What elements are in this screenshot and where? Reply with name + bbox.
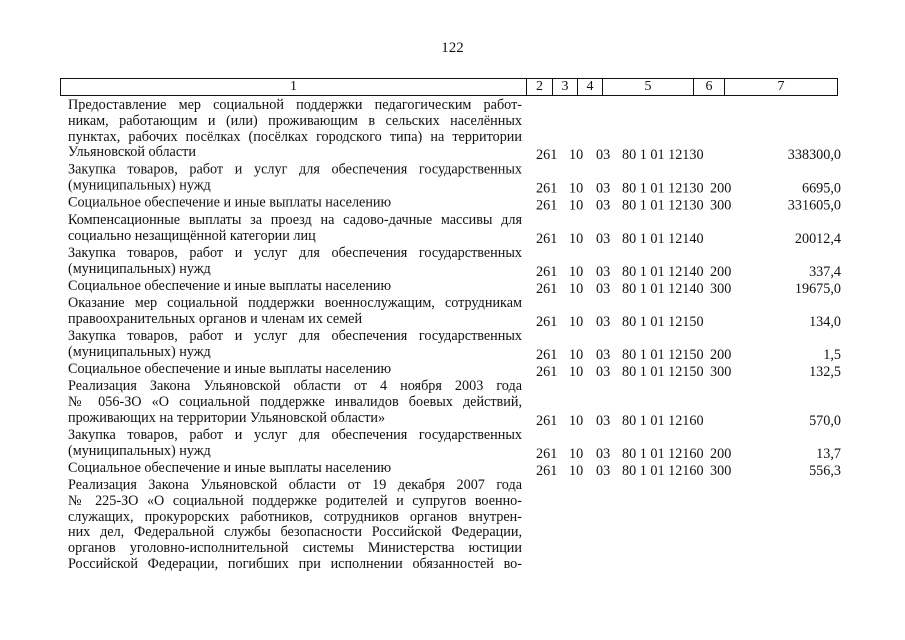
section-code: 10 <box>569 180 584 197</box>
subsection-code: 03 <box>596 180 611 197</box>
subsection-code: 03 <box>596 280 611 297</box>
admin-code: 261 <box>536 280 558 297</box>
subsection-code: 03 <box>596 147 611 164</box>
admin-code: 261 <box>536 313 558 330</box>
description-line: № 225-ЗО «О социальной поддержке родителей и супругов военно- <box>68 492 522 509</box>
page-number: 122 <box>441 40 464 56</box>
target-article-code: 80 1 01 12150 <box>622 313 704 330</box>
subsection-code: 03 <box>596 364 611 380</box>
header-col-2: 2 <box>527 79 553 96</box>
description-line: (муниципальных) нужд <box>68 442 211 459</box>
description-line: никам, работающим и (или) проживающим в сельских населённых <box>68 112 522 129</box>
row-description <box>68 329 522 361</box>
amount: 13,7 <box>816 445 841 462</box>
amount: 556,3 <box>809 463 841 479</box>
section-code: 10 <box>569 445 584 462</box>
description-line: Ульяновской области <box>68 144 196 161</box>
expense-type-code: 200 <box>710 346 732 363</box>
section-code: 10 <box>569 280 584 297</box>
description-line: № 056-ЗО «О социальной поддержке инвалидов боевых действий, <box>68 393 522 410</box>
expense-type-code: 200 <box>710 445 732 462</box>
row-description <box>68 478 522 573</box>
description-line: Закупка товаров, работ и услуг для обеспечения государственных <box>68 427 522 443</box>
description-line: Оказание мер социальной поддержки военнослужащим, сотрудникам <box>68 295 522 311</box>
target-article-code: 80 1 01 12140 <box>622 230 704 247</box>
target-article-code: 80 1 01 12130 <box>622 197 704 214</box>
subsection-code: 03 <box>596 263 611 280</box>
header-col-5: 5 <box>603 79 694 96</box>
target-article-code: 80 1 01 12160 <box>622 463 704 479</box>
amount: 134,0 <box>809 313 841 330</box>
target-article-code: 80 1 01 12150 <box>622 346 704 363</box>
subsection-code: 03 <box>596 197 611 214</box>
section-code: 10 <box>569 147 584 164</box>
amount: 132,5 <box>809 364 841 380</box>
section-code: 10 <box>569 364 584 380</box>
section-code: 10 <box>569 313 584 330</box>
description-line: Закупка товаров, работ и услуг для обеспечения государственных <box>68 161 522 178</box>
description-line: Социальное обеспечение и иные выплаты населению <box>68 361 392 377</box>
admin-code: 261 <box>536 364 558 380</box>
row-description <box>68 196 522 212</box>
description-line: Компенсационные выплаты за проезд на садово-дачные массивы для <box>68 211 522 228</box>
amount: 331605,0 <box>787 197 841 214</box>
admin-code: 261 <box>536 412 558 429</box>
description-line: Российской Федерации, погибших при исполнении обязанностей во- <box>68 556 522 573</box>
amount: 570,0 <box>809 412 841 429</box>
target-article-code: 80 1 01 12130 <box>622 147 704 164</box>
description-line: Социальное обеспечение и иные выплаты населению <box>68 194 392 211</box>
expense-type-code: 200 <box>710 180 732 197</box>
description-line: Социальное обеспечение и иные выплаты населению <box>68 277 392 294</box>
table-header <box>60 78 838 96</box>
description-line: служащих, прокурорских работников, сотрудников органов внутрен- <box>68 508 522 525</box>
target-article-code: 80 1 01 12140 <box>622 263 704 280</box>
subsection-code: 03 <box>596 230 611 247</box>
admin-code: 261 <box>536 445 558 462</box>
expense-type-code: 300 <box>710 280 732 297</box>
section-code: 10 <box>569 197 584 214</box>
expense-type-code: 300 <box>710 197 732 214</box>
target-article-code: 80 1 01 12130 <box>622 180 704 197</box>
header-col-6: 6 <box>694 79 725 96</box>
target-article-code: 80 1 01 12160 <box>622 412 704 429</box>
row-description <box>68 163 522 195</box>
row-description <box>68 98 522 161</box>
admin-code: 261 <box>536 463 558 479</box>
description-line: Закупка товаров, работ и услуг для обеспечения государственных <box>68 328 522 344</box>
subsection-code: 03 <box>596 412 611 429</box>
admin-code: 261 <box>536 197 558 214</box>
subsection-code: 03 <box>596 445 611 462</box>
description-line: органов уголовно-исполнительной системы Министерства юстиции <box>68 540 522 557</box>
row-description <box>68 296 522 328</box>
description-line: (муниципальных) нужд <box>68 177 211 194</box>
row-description <box>68 362 522 378</box>
description-line: них дел, Федеральной службы безопасности Российской Федерации, <box>68 524 522 541</box>
admin-code: 261 <box>536 147 558 164</box>
description-line: Закупка товаров, работ и услуг для обеспечения государственных <box>68 244 522 261</box>
header-col-4: 4 <box>578 79 603 96</box>
subsection-code: 03 <box>596 346 611 363</box>
row-description <box>68 279 522 295</box>
row-description <box>68 246 522 278</box>
description-line: (муниципальных) нужд <box>68 343 211 360</box>
description-line: социально незащищённой категории лиц <box>68 227 316 244</box>
description-line: Социальное обеспечение и иные выплаты населению <box>68 460 392 476</box>
section-code: 10 <box>569 463 584 479</box>
section-code: 10 <box>569 263 584 280</box>
subsection-code: 03 <box>596 463 611 479</box>
admin-code: 261 <box>536 230 558 247</box>
row-description <box>68 461 522 477</box>
admin-code: 261 <box>536 263 558 280</box>
subsection-code: 03 <box>596 313 611 330</box>
description-line: Реализация Закона Ульяновской области от 19 декабря 2007 года <box>68 477 522 494</box>
section-code: 10 <box>569 346 584 363</box>
expense-type-code: 300 <box>710 364 732 380</box>
amount: 338300,0 <box>787 147 841 164</box>
section-code: 10 <box>569 230 584 247</box>
amount: 20012,4 <box>794 230 841 247</box>
description-line: пунктах, рабочих посёлках (посёлках городского типа) на территории <box>68 128 522 145</box>
expense-type-code: 300 <box>710 463 732 479</box>
admin-code: 261 <box>536 180 558 197</box>
row-description <box>68 379 522 426</box>
amount: 6695,0 <box>801 180 841 197</box>
header-col-7: 7 <box>725 79 838 96</box>
description-line: Реализация Закона Ульяновской области от 4 ноября 2003 года <box>68 378 522 395</box>
target-article-code: 80 1 01 12160 <box>622 445 704 462</box>
expense-type-code: 200 <box>710 263 732 280</box>
admin-code: 261 <box>536 346 558 363</box>
description-line: Предоставление мер социальной поддержки педагогическим работ- <box>68 97 522 113</box>
target-article-code: 80 1 01 12140 <box>622 280 704 297</box>
row-description <box>68 428 522 460</box>
section-code: 10 <box>569 412 584 429</box>
amount: 337,4 <box>809 263 841 280</box>
description-line: проживающих на территории Ульяновской области» <box>68 409 386 426</box>
row-description <box>68 213 522 245</box>
description-line: правоохранительных органов и членам их семей <box>68 310 363 327</box>
description-line: (муниципальных) нужд <box>68 260 211 277</box>
header-col-1: 1 <box>61 79 527 96</box>
header-col-3: 3 <box>553 79 578 96</box>
amount: 19675,0 <box>794 280 841 297</box>
target-article-code: 80 1 01 12150 <box>622 364 704 380</box>
amount: 1,5 <box>823 346 841 363</box>
